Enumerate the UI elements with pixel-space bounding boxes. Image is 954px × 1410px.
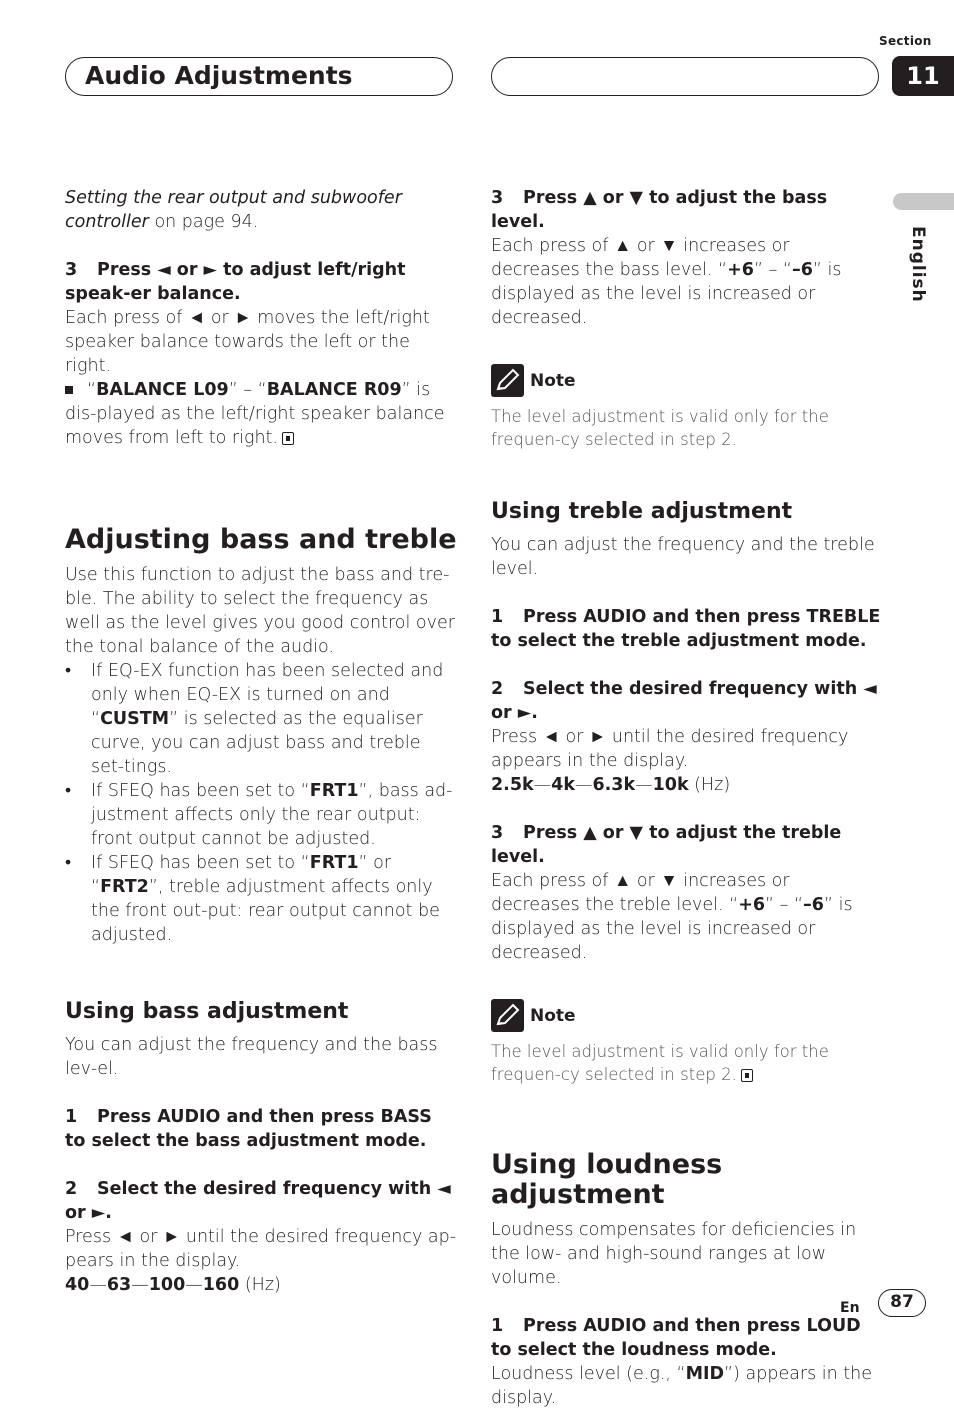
language-side-label: English (908, 226, 928, 303)
bass-frequency-list: 40—63—100—160 (Hz) (65, 1275, 281, 1295)
note-1-text: The level adjustment is valid only for the frequen-cy selected in step 2. (491, 407, 829, 449)
bass-treble-desc: Use this function to adjust the bass and tre-ble. The ability to select the frequency as well as the level gives you good control over the tonal balance of the audio. (65, 565, 455, 657)
page-number: 87 (878, 1289, 926, 1317)
balance-step: 3 Press ◄ or ► to adjust left/right speak-er balance. (65, 260, 406, 304)
balance-display-note: “BALANCE L09” – “BALANCE R09” is dis-played as the left/right speaker balance moves from left to right. (65, 380, 445, 448)
treble-desc: You can adjust the frequency and the treble level. (491, 535, 875, 579)
end-mark-icon (741, 1069, 753, 1082)
bullet-eq-ex: • If EQ-EX function has been selected and only when EQ-EX is turned on and “CUSTM” is selected as the equaliser curve, you can adjust bass and treble set-tings. (65, 659, 457, 779)
treble-step-2: 2 Select the desired frequency with ◄ or ►. (491, 679, 877, 723)
bass-desc: You can adjust the frequency and the bass lev-el. (65, 1035, 438, 1079)
section-label: Section (879, 34, 932, 48)
note-pencil-icon (491, 999, 524, 1032)
heading-using-treble: Using treble adjustment (491, 499, 793, 524)
bass-step-3: 3 Press ▲ or ▼ to adjust the bass level. (491, 188, 828, 232)
right-column (491, 186, 883, 1410)
square-bullet-icon (65, 386, 73, 394)
language-side-tab (893, 193, 954, 210)
header-empty-pill (491, 57, 879, 96)
loudness-step-1: 1 Press AUDIO and then press LOUD to select the loudness mode. (491, 1316, 861, 1360)
section-number-box: 11 (892, 56, 954, 96)
note-2-header: Note (491, 999, 883, 1032)
bass-step-2: 2 Select the desired frequency with ◄ or ►. (65, 1179, 451, 1223)
footer-language: En (840, 1300, 860, 1316)
heading-using-loudness: Using loudness adjustment (491, 1149, 723, 1210)
bullet-sfeq-frt2: • If SFEQ has been set to “FRT1” or “FRT2”, treble adjustment affects only the front out-put: rear output cannot be adjusted. (65, 851, 457, 947)
loudness-desc: Loudness compensates for deficiencies in the low- and high-sound ranges at low volume. (491, 1220, 857, 1288)
note-pencil-icon (491, 364, 524, 397)
treble-step-1: 1 Press AUDIO and then press TREBLE to select the treble adjustment mode. (491, 607, 881, 651)
treble-step-3-desc: Each press of ▲ or ▼ increases or decreases the treble level. “+6” – “–6” is displayed as the level is increased or decreased. (491, 871, 853, 963)
note-1-header: Note (491, 364, 883, 397)
balance-step-desc: Each press of ◄ or ► moves the left/right speaker balance towards the left or the right. (65, 308, 430, 376)
heading-adjusting-bass-treble: Adjusting bass and treble (65, 524, 457, 555)
treble-step-3: 3 Press ▲ or ▼ to adjust the treble level. (491, 823, 842, 867)
bass-step-1: 1 Press AUDIO and then press BASS to select the bass adjustment mode. (65, 1107, 432, 1151)
treble-step-2-desc: Press ◄ or ► until the desired frequency appears in the display. (491, 727, 849, 771)
note-2-text: The level adjustment is valid only for the frequen-cy selected in step 2. (491, 1042, 829, 1084)
page-header-title: Audio Adjustments (85, 61, 353, 90)
bass-step-3-desc: Each press of ▲ or ▼ increases or decreases the bass level. “+6” – “–6” is displayed as the level is increased or decreased. (491, 236, 842, 328)
bullet-sfeq-frt1: • If SFEQ has been set to “FRT1”, bass ad-justment affects only the rear output: front output cannot be adjusted. (65, 779, 457, 851)
intro-text: Setting the rear output and subwoofer controller on page 94. (65, 188, 402, 232)
bass-step-2-desc: Press ◄ or ► until the desired frequency ap-pears in the display. (65, 1227, 457, 1271)
loudness-step-1-desc: Loudness level (e.g., “MID”) appears in the display. (491, 1364, 873, 1408)
end-mark-icon (282, 432, 294, 445)
left-column (65, 186, 457, 1297)
heading-using-bass: Using bass adjustment (65, 999, 349, 1024)
treble-frequency-list: 2.5k—4k—6.3k—10k (Hz) (491, 775, 731, 795)
